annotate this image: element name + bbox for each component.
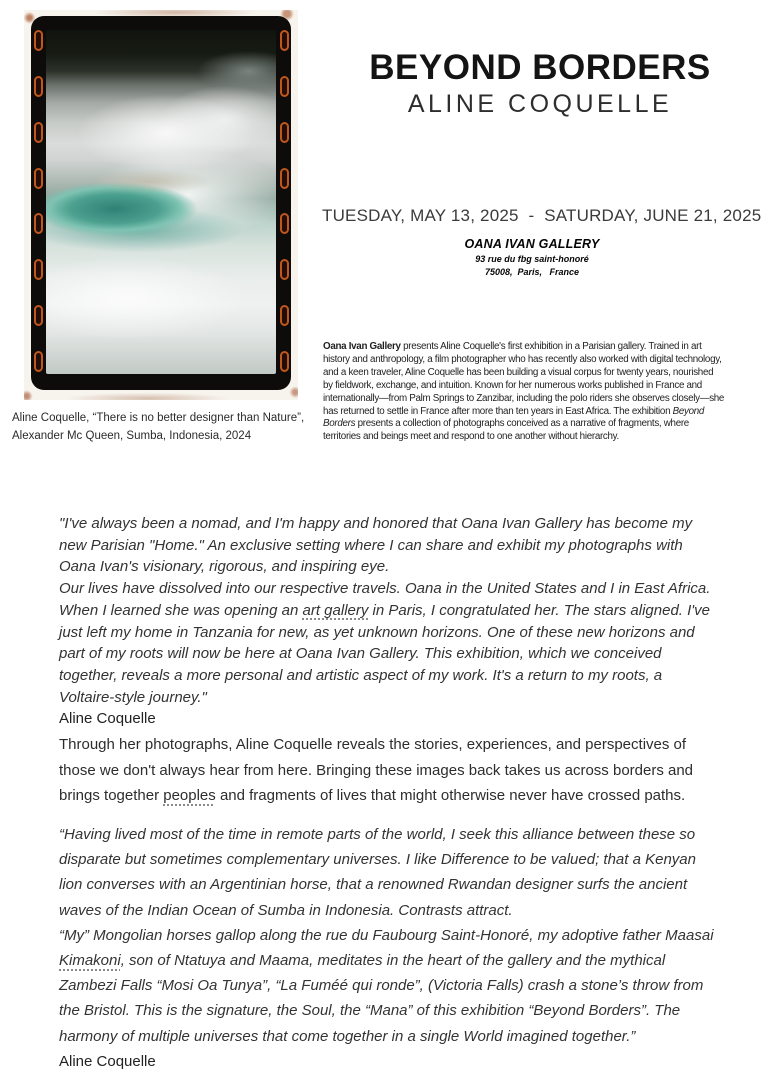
film-sprocket-icon xyxy=(280,351,289,372)
artist-name: ALINE COQUELLE xyxy=(407,89,673,118)
intro-body-1: presents Aline Coquelle's first exhibition in a Parisian gallery. Trained in art history and anthropology, a film photographer who has recently also worked with digital technology, and a keen traveler, Aline Coquelle has been building a visual corpus for twenty years, nourished by fieldwork, exchange, and intuition. Known for her numerous works published in France and internationally—from Palm Springs to Zanzibar, including the polo riders she observes closely—she has returned to settle in France after more than ten years in East Africa. The exhibition xyxy=(323,341,725,417)
film-border xyxy=(31,16,291,390)
photo-caption-line2: Alexander Mc Queen, Sumba, Indonesia, 2024 xyxy=(12,429,252,442)
body-paragraph-text xyxy=(59,732,721,809)
quote2-text-1: “Having lived most of the time in remote parts of the world, I seek this alliance between these so disparate but sometimes complementary universes. I like Difference to be valued; that a Kenyan lion converses with an Argentinian horse, that a renowned Rwandan designer surfs the ancient waves of the Indian Ocean of Sumba in Indonesia. Contrasts attract. xyxy=(59,826,696,919)
quote1-text-2b: in Paris, I congratulated her. The stars aligned. I've just left my home in Tanzania for new, as yet unknown horizons. One of these new horizons and part of my roots will now be here at Oana Ivan Gallery. This exhibition, which we conceived together, reveals a more personal and artistic aspect of my work. It's a return to my roots, a Voltaire-style journey." xyxy=(59,601,711,706)
film-sprocket-icon xyxy=(280,305,289,326)
body-text-b: and fragments of lives that might otherwise never have crossed paths. xyxy=(215,787,686,804)
wave-photo xyxy=(46,30,276,374)
gallery-address-city: 75008, Paris, France xyxy=(484,267,580,278)
quote2-text-2a: “My” Mongolian horses gallop along the rue du Faubourg Saint-Honoré, my adoptive father Maasai xyxy=(59,926,714,944)
film-sprocket-icon xyxy=(34,305,43,326)
body-paragraph xyxy=(59,732,721,809)
quote1-text-1: "I've always been a nomad, and I'm happy and honored that Oana Ivan Gallery has become my new Parisian "Home." An exclusive setting where I can share and exhibit my photographs with Oana Ivan's visionary, rigorous, and inspiring eye. xyxy=(59,515,693,576)
exhibition-title: BEYOND BORDERS xyxy=(369,48,711,87)
film-sprocket-column-right xyxy=(278,30,290,372)
quote1-paragraph-2 xyxy=(59,578,721,708)
film-sprocket-icon xyxy=(280,30,289,51)
gallery-name-lead: Oana Ivan Gallery xyxy=(323,341,401,352)
quote2-text-2b: , son of Ntatuya and Maama, meditates in the heart of the gallery and the mythical Zambezi Falls “Mosi Oa Tunya”, “La Fuméé qui ronde”, (Victoria Falls) crash a stone’s throw from the Bristol. This is the signature, the Soul, the “Mana” of this exhibition “Beyond Borders”. The harmony of multiple universes that come together in a single World imagined together.” xyxy=(59,952,704,1045)
film-sprocket-icon xyxy=(280,76,289,97)
exhibition-masthead xyxy=(322,50,758,117)
photo-caption xyxy=(12,410,317,446)
signature: Aline Coquelle xyxy=(59,710,156,728)
film-sprocket-icon xyxy=(280,168,289,189)
film-sprocket-icon xyxy=(34,30,43,51)
artist-quote-2 xyxy=(59,822,721,1074)
quote2-paragraph-2 xyxy=(59,923,721,1049)
film-sprocket-icon xyxy=(280,259,289,280)
body-text-a: Through her photographs, Aline Coquelle reveals the stories, experiences, and perspectives of those we don't always hear from here. Bringing these images back takes us across borders and brings together xyxy=(59,736,694,804)
gallery-address-street: 93 rue du fbg saint-honoré xyxy=(475,253,589,264)
quote1-text-2a: Our lives have dissolved into our respective travels. Oana in the United States and I in East Africa. When I learned she was opening an xyxy=(59,580,711,619)
intro-body-2: presents a collection of photographs conceived as a narrative of fragments, where territories and beings meet and respond to one another without hierarchy. xyxy=(323,418,689,443)
quote1-paragraph-1 xyxy=(59,513,721,578)
film-sprocket-column-left xyxy=(32,30,44,372)
intro-paragraph xyxy=(323,341,725,444)
film-sprocket-icon xyxy=(280,122,289,143)
exhibition-photo-frame xyxy=(24,10,298,400)
spellcheck-underlined-word: art gallery xyxy=(302,601,369,619)
film-sprocket-icon xyxy=(34,168,43,189)
gallery-name: OANA IVAN GALLERY xyxy=(464,237,600,251)
gallery-info xyxy=(322,237,742,279)
signature: Aline Coquelle xyxy=(59,1052,156,1070)
photo-caption-line1: Aline Coquelle, “There is no better designer than Nature”, xyxy=(12,412,305,424)
film-sprocket-icon xyxy=(34,76,43,97)
film-sprocket-icon xyxy=(34,351,43,372)
quote2-paragraph-1 xyxy=(59,822,721,923)
exhibition-title-inline: Beyond Borders xyxy=(323,405,705,430)
artist-quote-1 xyxy=(59,513,721,730)
film-sprocket-icon xyxy=(34,259,43,280)
spellcheck-underlined-word: peoples xyxy=(163,787,216,804)
film-sprocket-icon xyxy=(280,213,289,234)
spellcheck-underlined-word: Kimakoni xyxy=(59,952,121,970)
exhibition-dates: TUESDAY, MAY 13, 2025 - SATURDAY, JUNE 21, 2025 xyxy=(322,206,762,225)
film-sprocket-icon xyxy=(34,213,43,234)
film-sprocket-icon xyxy=(34,122,43,143)
